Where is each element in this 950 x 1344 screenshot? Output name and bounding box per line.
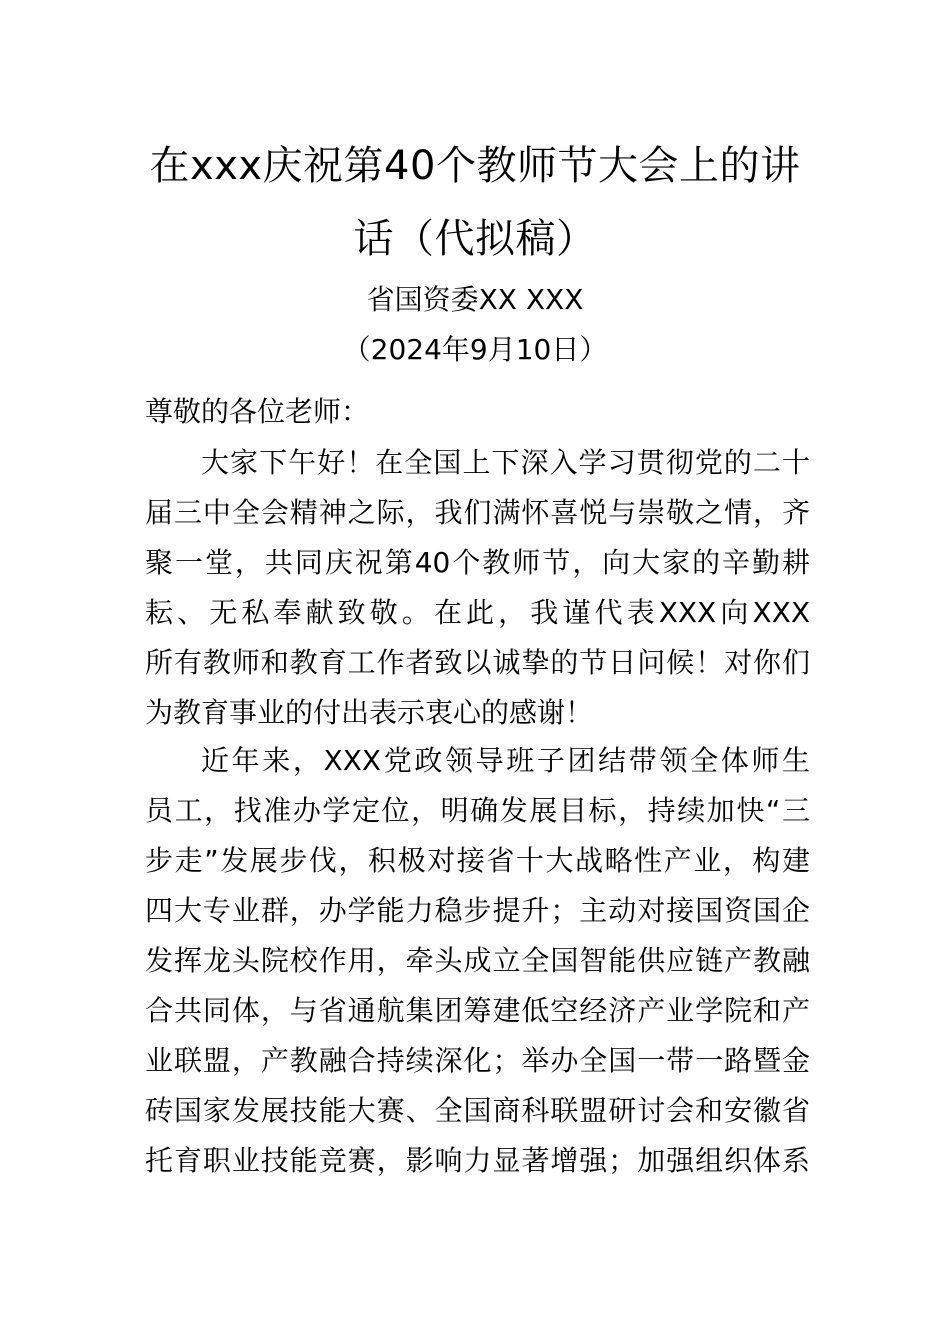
paragraph-1-line: 耘、无私奉献致敬。在此，我谨代表XXX向XXX (145, 596, 810, 629)
paragraph-2-line: 合共同体，与省通航集团筹建低空经济产业学院和产 (145, 994, 810, 1027)
document-date: （2024年9月10日） (342, 333, 608, 366)
paragraph-2-line: 近年来，XXX党政领导班子团结带领全体师生 (201, 744, 810, 777)
document-title-line-1: 在xxx庆祝第40个教师节大会上的讲 (149, 143, 801, 189)
paragraph-1-line: 所有教师和教育工作者致以诚挚的节日问候！对你们 (145, 646, 810, 679)
paragraph-2-line: 员工，找准办学定位，明确发展目标，持续加快“三 (145, 794, 810, 827)
document-author: 省国资委XX XXX (366, 283, 584, 316)
paragraph-2-line: 四大专业群，办学能力稳步提升；主动对接国资国企 (145, 894, 810, 927)
document-title-line-2: 话（代拟稿） (353, 216, 597, 262)
salutation: 尊敬的各位老师： (145, 395, 370, 428)
paragraph-1-line: 聚一堂，共同庆祝第40个教师节，向大家的辛勤耕 (145, 546, 810, 579)
paragraph-2-line: 步走”发展步伐，积极对接省十大战略性产业，构建 (145, 844, 810, 877)
paragraph-1-line: 届三中全会精神之际，我们满怀喜悦与崇敬之情，齐 (145, 496, 810, 529)
paragraph-1-line: 为教育事业的付出表示衷心的感谢！ (145, 696, 594, 729)
paragraph-2-line: 发挥龙头院校作用，牵头成立全国智能供应链产教融 (145, 944, 810, 977)
paragraph-2-line: 砖国家发展技能大赛、全国商科联盟研讨会和安徽省 (145, 1094, 810, 1127)
paragraph-2-line: 托育职业技能竞赛，影响力显著增强；加强组织体系 (145, 1144, 810, 1177)
paragraph-1-line: 大家下午好！在全国上下深入学习贯彻党的二十 (201, 446, 810, 479)
paragraph-2-line: 业联盟，产教融合持续深化；举办全国一带一路暨金 (145, 1044, 810, 1077)
